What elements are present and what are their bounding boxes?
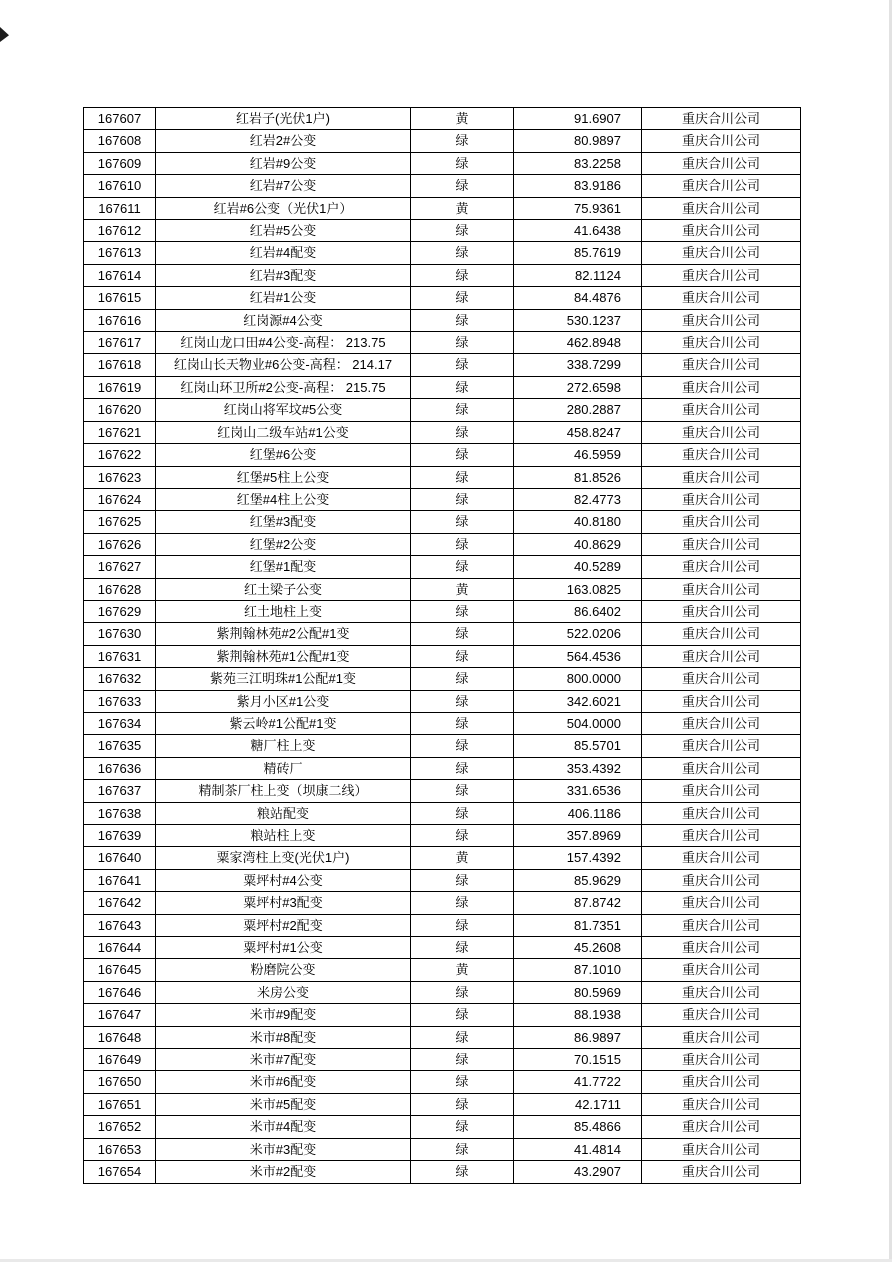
cell-id: 167616 xyxy=(84,309,156,331)
cell-status: 绿 xyxy=(411,1049,514,1071)
cell-value: 85.9629 xyxy=(514,869,642,891)
cell-value: 41.4814 xyxy=(514,1138,642,1160)
cell-status: 绿 xyxy=(411,869,514,891)
cell-id: 167642 xyxy=(84,892,156,914)
cell-company: 重庆合川公司 xyxy=(642,825,801,847)
cell-company: 重庆合川公司 xyxy=(642,1026,801,1048)
table-body xyxy=(84,108,801,1184)
cell-status: 绿 xyxy=(411,600,514,622)
cell-name: 紫月小区#1公变 xyxy=(156,690,411,712)
cell-company: 重庆合川公司 xyxy=(642,197,801,219)
cell-id: 167622 xyxy=(84,444,156,466)
cell-name: 粟坪村#1公变 xyxy=(156,937,411,959)
cell-status: 绿 xyxy=(411,421,514,443)
scan-artifact-mark xyxy=(0,27,9,42)
cell-value: 83.9186 xyxy=(514,175,642,197)
table-row xyxy=(84,1049,801,1071)
cell-name: 红堡#3配变 xyxy=(156,511,411,533)
table-row xyxy=(84,825,801,847)
cell-status: 绿 xyxy=(411,533,514,555)
cell-id: 167641 xyxy=(84,869,156,891)
cell-value: 84.4876 xyxy=(514,287,642,309)
table-row xyxy=(84,175,801,197)
cell-name: 红堡#5柱上公变 xyxy=(156,466,411,488)
cell-id: 167615 xyxy=(84,287,156,309)
cell-status: 绿 xyxy=(411,287,514,309)
cell-id: 167613 xyxy=(84,242,156,264)
cell-company: 重庆合川公司 xyxy=(642,690,801,712)
cell-status: 绿 xyxy=(411,556,514,578)
cell-value: 280.2887 xyxy=(514,399,642,421)
table-row xyxy=(84,959,801,981)
cell-value: 86.9897 xyxy=(514,1026,642,1048)
cell-company: 重庆合川公司 xyxy=(642,645,801,667)
table-row xyxy=(84,892,801,914)
cell-status: 绿 xyxy=(411,511,514,533)
cell-company: 重庆合川公司 xyxy=(642,421,801,443)
table-row xyxy=(84,152,801,174)
cell-value: 462.8948 xyxy=(514,332,642,354)
cell-name: 红岗山二级车站#1公变 xyxy=(156,421,411,443)
cell-status: 绿 xyxy=(411,1093,514,1115)
cell-name: 米房公变 xyxy=(156,981,411,1003)
cell-status: 绿 xyxy=(411,690,514,712)
cell-id: 167638 xyxy=(84,802,156,824)
cell-status: 绿 xyxy=(411,1004,514,1026)
cell-name: 米市#6配变 xyxy=(156,1071,411,1093)
cell-company: 重庆合川公司 xyxy=(642,578,801,600)
cell-status: 绿 xyxy=(411,914,514,936)
cell-id: 167654 xyxy=(84,1161,156,1183)
table-row xyxy=(84,466,801,488)
cell-id: 167652 xyxy=(84,1116,156,1138)
cell-name: 粟坪村#2配变 xyxy=(156,914,411,936)
cell-name: 米市#4配变 xyxy=(156,1116,411,1138)
cell-company: 重庆合川公司 xyxy=(642,130,801,152)
cell-status: 绿 xyxy=(411,802,514,824)
cell-value: 86.6402 xyxy=(514,600,642,622)
cell-company: 重庆合川公司 xyxy=(642,376,801,398)
cell-value: 458.8247 xyxy=(514,421,642,443)
cell-value: 80.9897 xyxy=(514,130,642,152)
table-row xyxy=(84,130,801,152)
cell-name: 红岩#1公变 xyxy=(156,287,411,309)
cell-id: 167621 xyxy=(84,421,156,443)
cell-value: 272.6598 xyxy=(514,376,642,398)
table-row xyxy=(84,242,801,264)
cell-value: 91.6907 xyxy=(514,108,642,130)
cell-name: 精制茶厂柱上变（坝康二线） xyxy=(156,780,411,802)
cell-status: 绿 xyxy=(411,376,514,398)
cell-name: 紫苑三江明珠#1公配#1变 xyxy=(156,668,411,690)
table-row xyxy=(84,623,801,645)
cell-status: 绿 xyxy=(411,1161,514,1183)
cell-status: 绿 xyxy=(411,354,514,376)
cell-name: 红岩子(光伏1户) xyxy=(156,108,411,130)
cell-status: 绿 xyxy=(411,444,514,466)
cell-value: 85.4866 xyxy=(514,1116,642,1138)
cell-name: 红岩#4配变 xyxy=(156,242,411,264)
table-row xyxy=(84,488,801,510)
cell-name: 粮站柱上变 xyxy=(156,825,411,847)
cell-name: 米市#7配变 xyxy=(156,1049,411,1071)
cell-name: 红岗源#4公变 xyxy=(156,309,411,331)
cell-value: 70.1515 xyxy=(514,1049,642,1071)
cell-company: 重庆合川公司 xyxy=(642,600,801,622)
cell-name: 红岩#9公变 xyxy=(156,152,411,174)
cell-id: 167607 xyxy=(84,108,156,130)
cell-name: 米市#5配变 xyxy=(156,1093,411,1115)
cell-value: 42.1711 xyxy=(514,1093,642,1115)
cell-company: 重庆合川公司 xyxy=(642,175,801,197)
cell-status: 绿 xyxy=(411,623,514,645)
table-row xyxy=(84,556,801,578)
cell-id: 167644 xyxy=(84,937,156,959)
cell-id: 167608 xyxy=(84,130,156,152)
table-row xyxy=(84,981,801,1003)
cell-id: 167632 xyxy=(84,668,156,690)
cell-status: 绿 xyxy=(411,937,514,959)
cell-company: 重庆合川公司 xyxy=(642,981,801,1003)
cell-name: 红岩#5公变 xyxy=(156,220,411,242)
cell-status: 绿 xyxy=(411,264,514,286)
table-row xyxy=(84,712,801,734)
cell-value: 504.0000 xyxy=(514,712,642,734)
cell-id: 167629 xyxy=(84,600,156,622)
cell-value: 87.8742 xyxy=(514,892,642,914)
table-row xyxy=(84,780,801,802)
cell-id: 167630 xyxy=(84,623,156,645)
cell-name: 紫荆翰林苑#2公配#1变 xyxy=(156,623,411,645)
table-row xyxy=(84,1071,801,1093)
cell-company: 重庆合川公司 xyxy=(642,399,801,421)
cell-id: 167631 xyxy=(84,645,156,667)
cell-value: 80.5969 xyxy=(514,981,642,1003)
table-row xyxy=(84,1138,801,1160)
cell-status: 绿 xyxy=(411,892,514,914)
cell-company: 重庆合川公司 xyxy=(642,668,801,690)
cell-name: 粟坪村#3配变 xyxy=(156,892,411,914)
table-row xyxy=(84,690,801,712)
cell-company: 重庆合川公司 xyxy=(642,354,801,376)
cell-value: 41.6438 xyxy=(514,220,642,242)
table-row xyxy=(84,869,801,891)
cell-company: 重庆合川公司 xyxy=(642,1138,801,1160)
cell-value: 406.1186 xyxy=(514,802,642,824)
cell-id: 167643 xyxy=(84,914,156,936)
cell-name: 红堡#2公变 xyxy=(156,533,411,555)
cell-status: 绿 xyxy=(411,735,514,757)
cell-name: 红岗山环卫所#2公变-高程： 215.75 xyxy=(156,376,411,398)
cell-id: 167626 xyxy=(84,533,156,555)
cell-status: 绿 xyxy=(411,780,514,802)
cell-company: 重庆合川公司 xyxy=(642,1049,801,1071)
table-row xyxy=(84,332,801,354)
cell-company: 重庆合川公司 xyxy=(642,332,801,354)
table-row xyxy=(84,264,801,286)
table-row xyxy=(84,354,801,376)
cell-company: 重庆合川公司 xyxy=(642,264,801,286)
table-row xyxy=(84,1026,801,1048)
cell-value: 81.7351 xyxy=(514,914,642,936)
cell-status: 绿 xyxy=(411,399,514,421)
cell-company: 重庆合川公司 xyxy=(642,712,801,734)
cell-id: 167645 xyxy=(84,959,156,981)
table-row xyxy=(84,937,801,959)
cell-status: 黄 xyxy=(411,197,514,219)
cell-name: 红岩#3配变 xyxy=(156,264,411,286)
cell-id: 167650 xyxy=(84,1071,156,1093)
table-row xyxy=(84,735,801,757)
cell-name: 粮站配变 xyxy=(156,802,411,824)
cell-name: 红岗山龙口田#4公变-高程： 213.75 xyxy=(156,332,411,354)
table-row xyxy=(84,287,801,309)
cell-value: 82.1124 xyxy=(514,264,642,286)
cell-company: 重庆合川公司 xyxy=(642,242,801,264)
cell-name: 红岗山长天物业#6公变-高程： 214.17 xyxy=(156,354,411,376)
table-row xyxy=(84,108,801,130)
cell-status: 绿 xyxy=(411,466,514,488)
cell-value: 342.6021 xyxy=(514,690,642,712)
cell-value: 163.0825 xyxy=(514,578,642,600)
table-row xyxy=(84,578,801,600)
cell-status: 绿 xyxy=(411,332,514,354)
cell-value: 83.2258 xyxy=(514,152,642,174)
cell-company: 重庆合川公司 xyxy=(642,1071,801,1093)
cell-status: 绿 xyxy=(411,825,514,847)
cell-value: 43.2907 xyxy=(514,1161,642,1183)
table-row xyxy=(84,220,801,242)
cell-id: 167636 xyxy=(84,757,156,779)
table-row xyxy=(84,847,801,869)
cell-id: 167649 xyxy=(84,1049,156,1071)
cell-status: 绿 xyxy=(411,1116,514,1138)
table-row xyxy=(84,197,801,219)
cell-status: 黄 xyxy=(411,108,514,130)
cell-value: 85.7619 xyxy=(514,242,642,264)
cell-id: 167653 xyxy=(84,1138,156,1160)
table-row xyxy=(84,309,801,331)
cell-company: 重庆合川公司 xyxy=(642,959,801,981)
cell-name: 精砖厂 xyxy=(156,757,411,779)
cell-company: 重庆合川公司 xyxy=(642,892,801,914)
cell-company: 重庆合川公司 xyxy=(642,488,801,510)
cell-company: 重庆合川公司 xyxy=(642,152,801,174)
table-row xyxy=(84,1004,801,1026)
cell-id: 167647 xyxy=(84,1004,156,1026)
cell-company: 重庆合川公司 xyxy=(642,1116,801,1138)
cell-value: 357.8969 xyxy=(514,825,642,847)
cell-company: 重庆合川公司 xyxy=(642,466,801,488)
table-row xyxy=(84,1161,801,1183)
cell-company: 重庆合川公司 xyxy=(642,220,801,242)
cell-value: 40.5289 xyxy=(514,556,642,578)
cell-value: 81.8526 xyxy=(514,466,642,488)
cell-company: 重庆合川公司 xyxy=(642,914,801,936)
cell-id: 167646 xyxy=(84,981,156,1003)
cell-company: 重庆合川公司 xyxy=(642,1093,801,1115)
cell-name: 米市#8配变 xyxy=(156,1026,411,1048)
cell-id: 167624 xyxy=(84,488,156,510)
cell-id: 167625 xyxy=(84,511,156,533)
cell-status: 绿 xyxy=(411,1138,514,1160)
cell-company: 重庆合川公司 xyxy=(642,937,801,959)
cell-status: 绿 xyxy=(411,1026,514,1048)
table-row xyxy=(84,399,801,421)
cell-status: 绿 xyxy=(411,242,514,264)
table-row xyxy=(84,1116,801,1138)
cell-value: 157.4392 xyxy=(514,847,642,869)
cell-company: 重庆合川公司 xyxy=(642,511,801,533)
cell-status: 绿 xyxy=(411,645,514,667)
cell-company: 重庆合川公司 xyxy=(642,780,801,802)
cell-name: 红堡#6公变 xyxy=(156,444,411,466)
table-row xyxy=(84,668,801,690)
cell-name: 红岩#6公变（光伏1户） xyxy=(156,197,411,219)
cell-id: 167610 xyxy=(84,175,156,197)
cell-value: 46.5959 xyxy=(514,444,642,466)
table-row xyxy=(84,802,801,824)
cell-value: 564.4536 xyxy=(514,645,642,667)
cell-value: 88.1938 xyxy=(514,1004,642,1026)
cell-name: 红土地柱上变 xyxy=(156,600,411,622)
table-row xyxy=(84,1093,801,1115)
cell-value: 331.6536 xyxy=(514,780,642,802)
cell-id: 167640 xyxy=(84,847,156,869)
cell-company: 重庆合川公司 xyxy=(642,802,801,824)
cell-company: 重庆合川公司 xyxy=(642,847,801,869)
cell-status: 黄 xyxy=(411,959,514,981)
table-row xyxy=(84,444,801,466)
cell-id: 167627 xyxy=(84,556,156,578)
cell-id: 167617 xyxy=(84,332,156,354)
cell-value: 82.4773 xyxy=(514,488,642,510)
table-row xyxy=(84,757,801,779)
cell-company: 重庆合川公司 xyxy=(642,757,801,779)
cell-name: 粉磨院公变 xyxy=(156,959,411,981)
cell-company: 重庆合川公司 xyxy=(642,533,801,555)
cell-status: 绿 xyxy=(411,175,514,197)
cell-name: 红岩#7公变 xyxy=(156,175,411,197)
cell-name: 红岗山将军坟#5公变 xyxy=(156,399,411,421)
table-row xyxy=(84,600,801,622)
cell-id: 167620 xyxy=(84,399,156,421)
table-row xyxy=(84,645,801,667)
cell-value: 40.8180 xyxy=(514,511,642,533)
cell-value: 40.8629 xyxy=(514,533,642,555)
cell-company: 重庆合川公司 xyxy=(642,1004,801,1026)
cell-name: 红堡#1配变 xyxy=(156,556,411,578)
cell-id: 167618 xyxy=(84,354,156,376)
transformer-table xyxy=(83,107,801,1184)
cell-id: 167609 xyxy=(84,152,156,174)
cell-id: 167634 xyxy=(84,712,156,734)
cell-id: 167639 xyxy=(84,825,156,847)
table-row xyxy=(84,511,801,533)
cell-id: 167628 xyxy=(84,578,156,600)
cell-status: 绿 xyxy=(411,981,514,1003)
cell-status: 绿 xyxy=(411,309,514,331)
cell-status: 绿 xyxy=(411,712,514,734)
cell-status: 绿 xyxy=(411,488,514,510)
cell-company: 重庆合川公司 xyxy=(642,623,801,645)
cell-name: 糖厂柱上变 xyxy=(156,735,411,757)
cell-value: 87.1010 xyxy=(514,959,642,981)
cell-company: 重庆合川公司 xyxy=(642,287,801,309)
cell-status: 黄 xyxy=(411,847,514,869)
cell-value: 41.7722 xyxy=(514,1071,642,1093)
cell-name: 红岩2#公变 xyxy=(156,130,411,152)
cell-id: 167623 xyxy=(84,466,156,488)
cell-name: 粟坪村#4公变 xyxy=(156,869,411,891)
cell-name: 米市#9配变 xyxy=(156,1004,411,1026)
cell-status: 绿 xyxy=(411,152,514,174)
cell-value: 530.1237 xyxy=(514,309,642,331)
cell-company: 重庆合川公司 xyxy=(642,735,801,757)
cell-value: 85.5701 xyxy=(514,735,642,757)
cell-value: 45.2608 xyxy=(514,937,642,959)
cell-value: 75.9361 xyxy=(514,197,642,219)
cell-name: 红堡#4柱上公变 xyxy=(156,488,411,510)
cell-value: 522.0206 xyxy=(514,623,642,645)
table-row xyxy=(84,421,801,443)
cell-value: 353.4392 xyxy=(514,757,642,779)
cell-id: 167619 xyxy=(84,376,156,398)
cell-value: 800.0000 xyxy=(514,668,642,690)
cell-company: 重庆合川公司 xyxy=(642,1161,801,1183)
cell-name: 紫云岭#1公配#1变 xyxy=(156,712,411,734)
cell-id: 167612 xyxy=(84,220,156,242)
cell-status: 绿 xyxy=(411,668,514,690)
cell-id: 167614 xyxy=(84,264,156,286)
cell-id: 167637 xyxy=(84,780,156,802)
cell-status: 绿 xyxy=(411,757,514,779)
cell-status: 绿 xyxy=(411,220,514,242)
cell-company: 重庆合川公司 xyxy=(642,444,801,466)
cell-id: 167633 xyxy=(84,690,156,712)
cell-id: 167648 xyxy=(84,1026,156,1048)
cell-company: 重庆合川公司 xyxy=(642,556,801,578)
cell-status: 绿 xyxy=(411,130,514,152)
cell-company: 重庆合川公司 xyxy=(642,309,801,331)
table-row xyxy=(84,376,801,398)
cell-name: 粟家湾柱上变(光伏1户) xyxy=(156,847,411,869)
cell-status: 绿 xyxy=(411,1071,514,1093)
cell-name: 米市#2配变 xyxy=(156,1161,411,1183)
cell-name: 紫荆翰林苑#1公配#1变 xyxy=(156,645,411,667)
cell-status: 黄 xyxy=(411,578,514,600)
table-row xyxy=(84,533,801,555)
cell-id: 167651 xyxy=(84,1093,156,1115)
table-row xyxy=(84,914,801,936)
cell-name: 米市#3配变 xyxy=(156,1138,411,1160)
cell-id: 167635 xyxy=(84,735,156,757)
cell-value: 338.7299 xyxy=(514,354,642,376)
cell-name: 红土梁子公变 xyxy=(156,578,411,600)
cell-company: 重庆合川公司 xyxy=(642,108,801,130)
cell-id: 167611 xyxy=(84,197,156,219)
cell-company: 重庆合川公司 xyxy=(642,869,801,891)
